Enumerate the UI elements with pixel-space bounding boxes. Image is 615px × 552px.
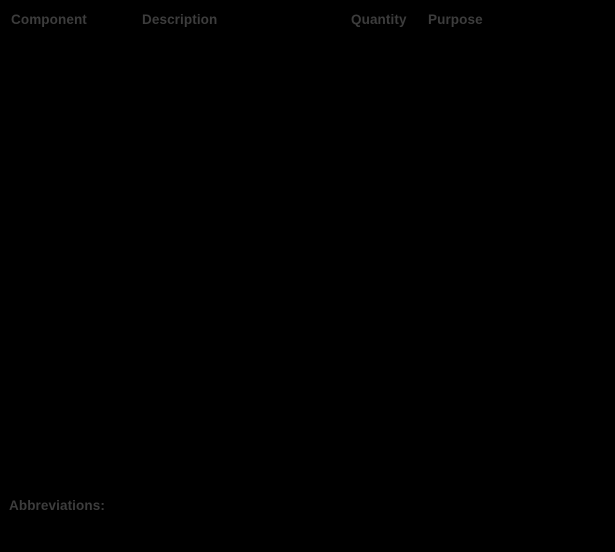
column-header-description: Description (142, 12, 218, 27)
abbreviations-label: Abbreviations: (9, 498, 105, 513)
column-header-component: Component (11, 12, 87, 27)
table-body (0, 34, 615, 489)
column-header-purpose: Purpose (428, 12, 483, 27)
column-header-quantity: Quantity (351, 12, 407, 27)
